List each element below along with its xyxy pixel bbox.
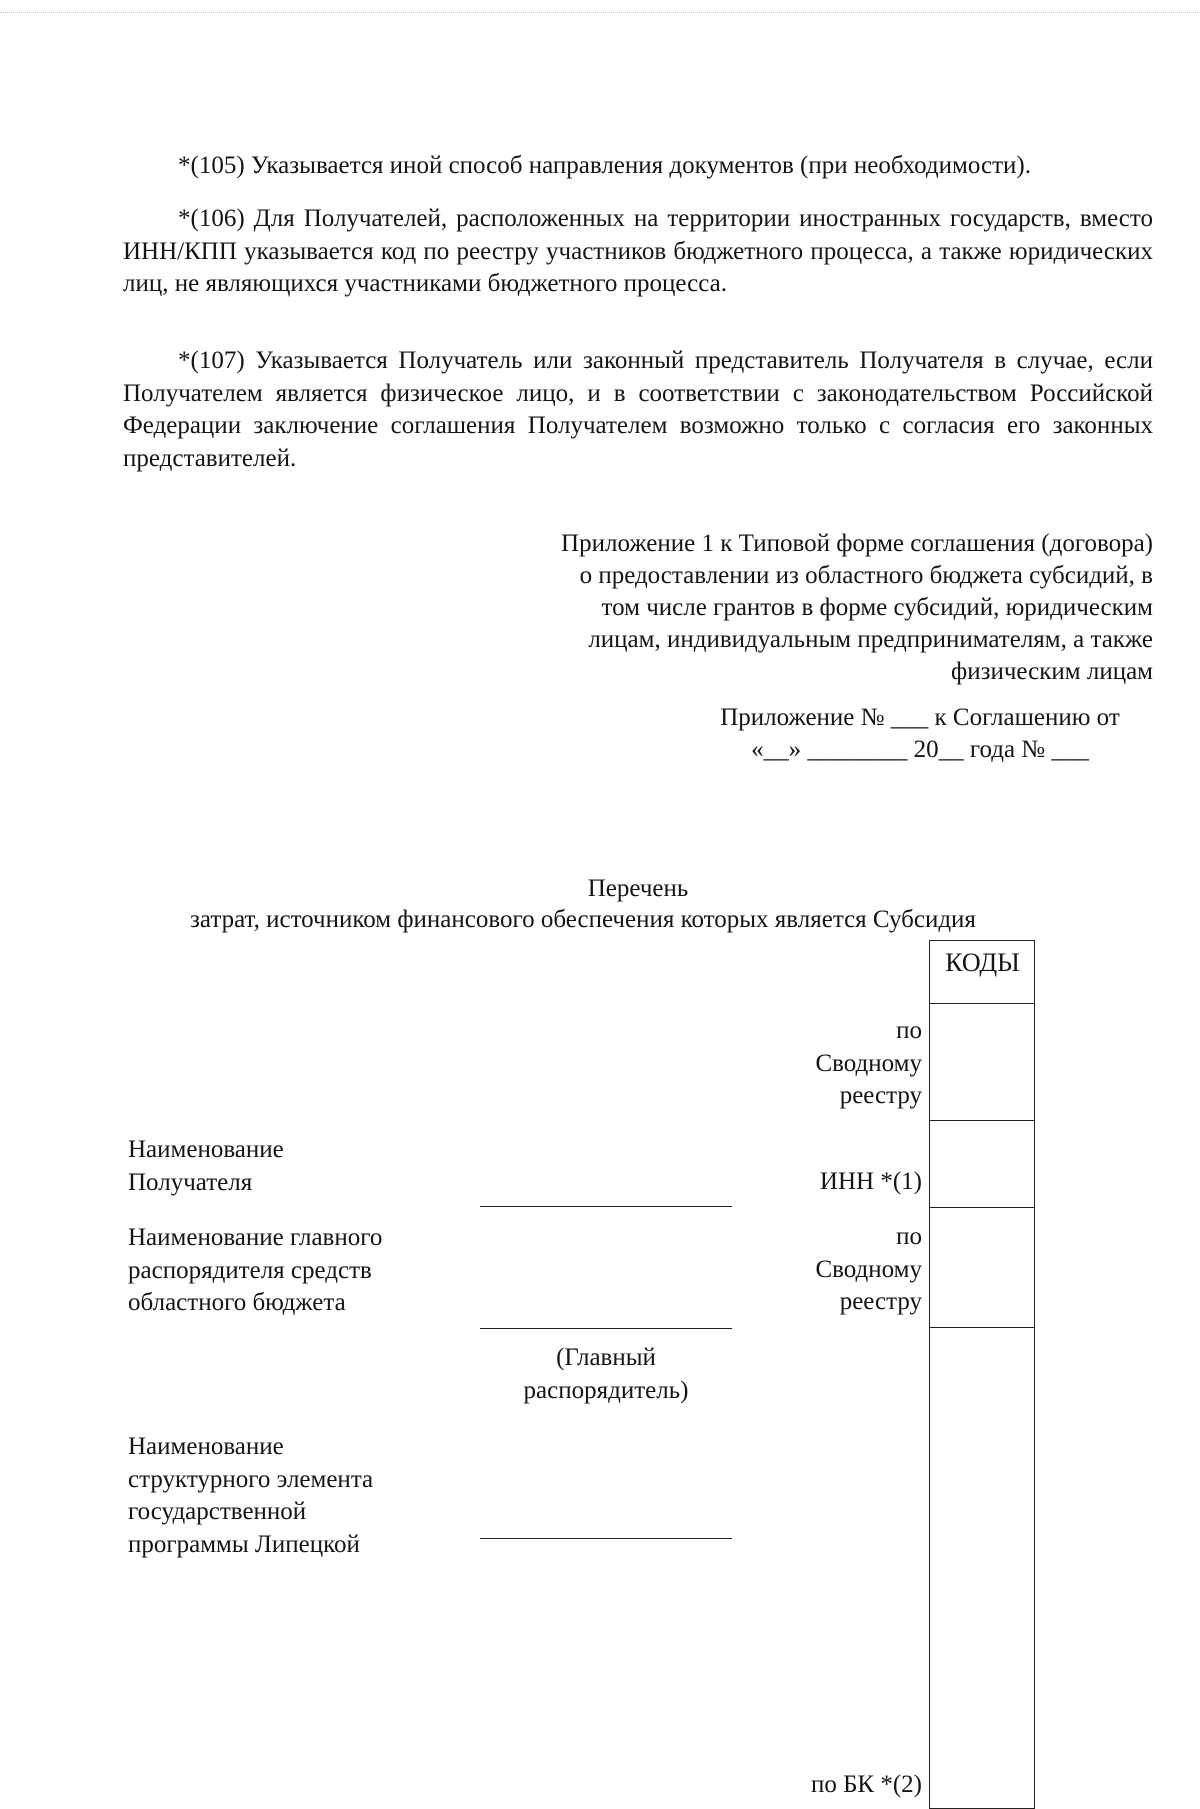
- recipient-name-label: Наименование Получателя: [128, 1136, 284, 1196]
- agreement-reference: [660, 702, 1180, 766]
- codes-table-right-border: [1034, 940, 1035, 1808]
- footnote-107: *(107) Указывается Получатель или законный представитель Получателя в случае, если Получателем является физическое лицо, и в соответствии с законодательством Российской Федерации заключение соглашения Получателем возможно только с согласия его законных представителей.: [123, 347, 1153, 472]
- appendix-header-line: Приложение 1 к Типовой форме соглашения (договора): [561, 530, 1153, 557]
- agreement-ref-line2: «__» ________ 20__ года № ___: [751, 736, 1089, 763]
- document-title: Перечень: [587, 875, 689, 902]
- appendix-header-line: физическим лицам: [951, 658, 1153, 685]
- appendix-header-line: лицам, индивидуальным предпринимателям, а также: [588, 626, 1153, 653]
- codes-table-top-border: [929, 940, 1035, 941]
- code-label-inn: ИНН *(1): [819, 1168, 922, 1195]
- appendix-header-line: о предоставлении из областного бюджета субсидий, в: [579, 562, 1153, 589]
- codes-table-divider: [929, 1003, 1035, 1004]
- chief-manager-label: Наименование главного распорядителя средств областного бюджета: [128, 1224, 383, 1316]
- appendix-header-line: том числе грантов в форме субсидий, юридическим: [601, 594, 1153, 621]
- footnote-105: *(105) Указывается иной способ направления документов (при необходимости).: [178, 152, 1031, 179]
- agreement-ref-line1: Приложение № ___ к Соглашению от: [720, 704, 1120, 731]
- chief-manager-field[interactable]: [480, 1328, 732, 1329]
- program-element-label: Наименование структурного элемента государственной программы Липецкой: [128, 1433, 374, 1558]
- codes-table-divider: [929, 1120, 1035, 1121]
- program-element-field[interactable]: [480, 1538, 732, 1539]
- document-subtitle: затрат, источником финансового обеспечения которых является Субсидия: [190, 906, 976, 933]
- code-label-svodny-reestr: по Сводному реестру: [815, 1017, 922, 1109]
- codes-table-left-border: [929, 940, 930, 1808]
- codes-table-divider: [929, 1327, 1035, 1328]
- chief-manager-caption: (Главный распорядитель): [523, 1344, 689, 1404]
- appendix-header: [433, 528, 1153, 688]
- page-top-edge: [0, 12, 1200, 13]
- codes-header: КОДЫ: [945, 948, 1020, 977]
- footnote-106: *(106) Для Получателей, расположенных на территории иностранных государств, вместо ИНН/КПП указывается код по реестру участников бюджетного процесса, а также юридических лиц, не являющихся участниками бюджетного процесса.: [123, 205, 1153, 297]
- code-label-svodny-reestr: по Сводному реестру: [815, 1223, 922, 1315]
- code-label-bk: по БК *(2): [810, 1771, 922, 1798]
- codes-table-divider: [929, 1207, 1035, 1208]
- recipient-name-field[interactable]: [480, 1206, 732, 1207]
